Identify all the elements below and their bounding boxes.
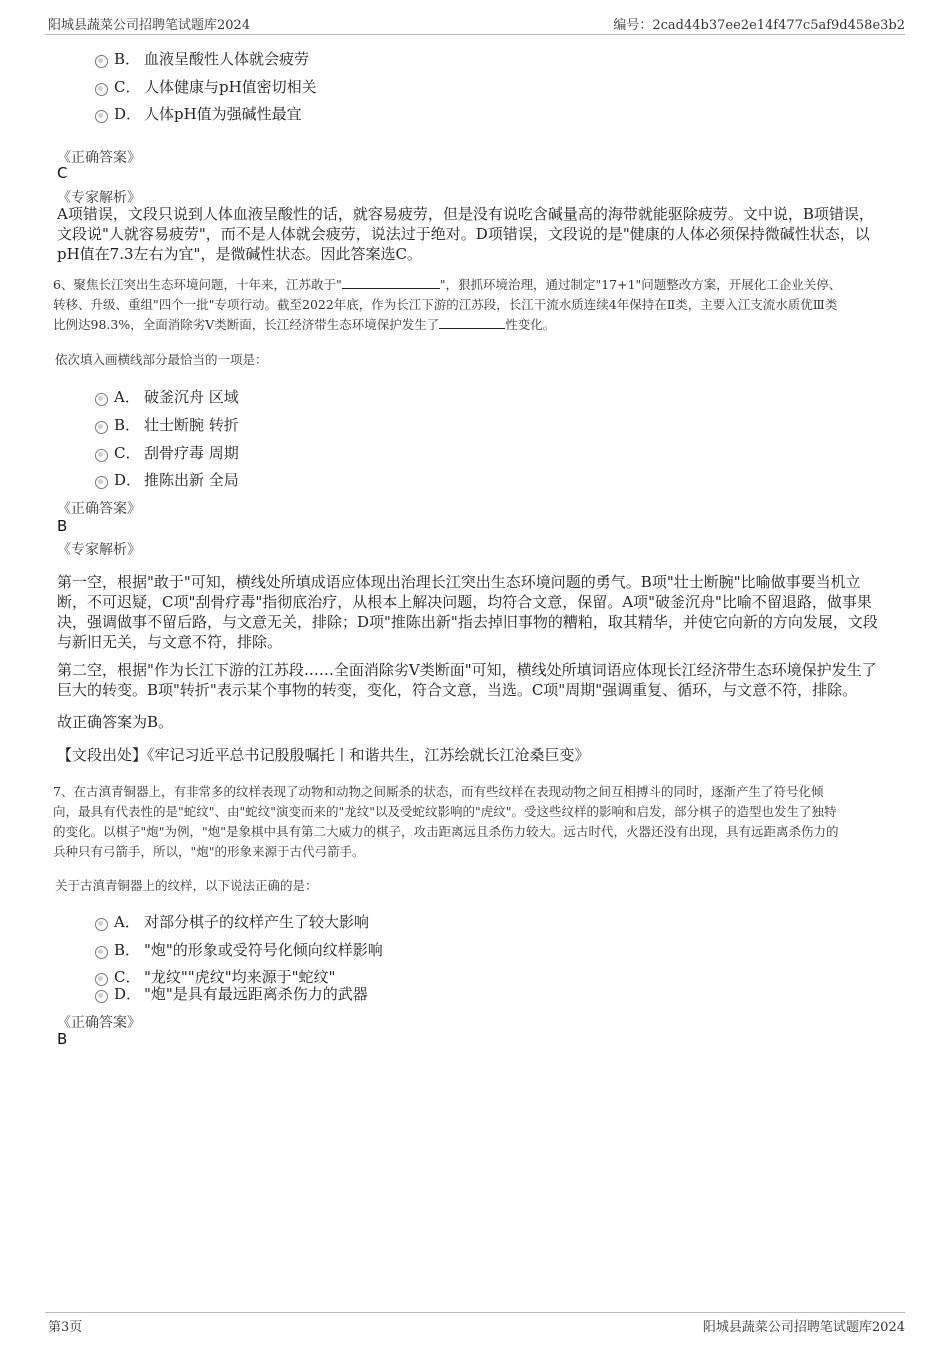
radio-icon[interactable] (95, 110, 108, 123)
radio-icon[interactable] (95, 946, 108, 959)
q5-answer-label: 《正确答案》 (57, 150, 141, 166)
radio-icon[interactable] (95, 421, 108, 434)
q5-option-c[interactable]: C． 人体健康与pH值密切相关 (95, 76, 317, 96)
q6-prompt: 依次填入画横线部分最恰当的一项是： (55, 352, 268, 367)
q7-prompt: 关于古滇青铜器上的纹样，以下说法正确的是： (55, 878, 318, 893)
fill-blank-2 (439, 316, 505, 329)
q7-option-b[interactable]: B． "炮"的形象或受符号化倾向纹样影响 (95, 939, 383, 959)
q7-option-a[interactable]: A． 对部分棋子的纹样产生了较大影响 (95, 911, 369, 931)
footer-title: 阳城县蔬菜公司招聘笔试题库2024 (702, 1320, 905, 1335)
page-header (45, 14, 905, 35)
page-footer (45, 1312, 905, 1333)
radio-icon[interactable] (95, 83, 108, 96)
q5-analysis: A项错误，文段只说到人体血液呈酸性的话，就容易疲劳，但是没有说吃含碱量高的海带就能驱除疲劳。文中说，B项错误， 文段说"人就容易疲劳"，而不是人体就会疲劳，说法过于绝对。D项错误，文段说的是"健康的人体必须保持微碱性状态，以 pH值在7.3左右为宜"，是微碱性状态。因此答案选C。 (57, 205, 874, 263)
radio-icon[interactable] (95, 476, 108, 489)
q6-analysis-para-2: 第二空，根据"作为长江下游的江苏段……全面消除劣V类断面"可知，横线处所填词语应体现长江经济带生态环境保护发生了 巨大的转变。B项"转折"表示某个事物的转变，变化，符合文意，当选。C项"周期"强调重复、循环，与文意不符，排除。 (57, 661, 877, 699)
radio-icon[interactable] (95, 55, 108, 68)
radio-icon[interactable] (95, 393, 108, 406)
radio-icon[interactable] (95, 990, 108, 1003)
q7-option-d[interactable]: D． "炮"是具有最远距离杀伤力的武器 (95, 983, 368, 1003)
radio-icon[interactable] (95, 918, 108, 931)
q6-stem: 6、聚焦长江突出生态环境问题，十年来，江苏敢于" "，狠抓环境治理，通过制定"17+1"问题整改方案，开展化工企业关停、 转移、升级、重组"四个一批"专项行动。截至2022年底，作为长江下游的江苏段，长江干流水质连续4年保持在Ⅱ类，主要入江支流水质优Ⅲ类 比例达98.3%，全面消除劣V类断面，长江经济带生态环境保护发生了 性变化。 (53, 277, 842, 332)
q6-analysis-para-1: 第一空，根据"敢于"可知，横线处所填成语应体现出治理长江突出生态环境问题的勇气。B项"壮士断腕"比喻做事要当机立 断，不可迟疑，C项"刮骨疗毒"指彻底治疗，从根本上解决问题，均符合文意，保留。A项"破釜沉舟"比喻不留退路，做事果 决，强调做事不留后路，与文意无关，排除；D项"推陈出新"指去掉旧事物的糟粕，取其精华，并使它向新的方向发展，文段 与新旧无关，与文意不符，排除。 (57, 573, 878, 651)
q6-source: 【文段出处】《牢记习近平总书记殷殷嘱托丨和谐共生，江苏绘就长江沧桑巨变》 (57, 746, 590, 764)
q6-answer: B (57, 517, 68, 535)
q5-option-d[interactable]: D． 人体pH值为强碱性最宜 (95, 103, 302, 123)
page-number: 第3页 (48, 1320, 83, 1335)
header-title: 阳城县蔬菜公司招聘笔试题库2024 (48, 18, 251, 33)
fill-blank-1 (342, 276, 440, 289)
q6-option-b[interactable]: B． 壮士断腕 转折 (95, 414, 239, 434)
q7-answer-label: 《正确答案》 (57, 1015, 141, 1031)
q7-answer: B (57, 1030, 68, 1048)
q7-option-c[interactable]: C． "龙纹""虎纹"均来源于"蛇纹" (95, 966, 335, 986)
q7-stem: 7、在古滇青铜器上，有非常多的纹样表现了动物和动物之间厮杀的状态，而有些纹样在表现动物之间互相搏斗的同时，逐渐产生了符号化倾 向，最具有代表性的是"蛇纹"、由"蛇纹"演变而来的"龙纹"以及受蛇纹影响的"虎纹"。受这些纹样的影响和启发，部分棋子的造型也发生了独特 的变化。以棋子"炮"为例，"炮"是象棋中具有第二大威力的棋子，攻击距离远且杀伤力较大。远古时代，火器还没有出现，具有远距离杀伤力的 兵种只有弓箭手，所以，"炮"的形象来源于古代弓箭手。 (53, 784, 839, 859)
q5-analysis-label: 《专家解析》 (57, 190, 141, 206)
q6-option-d[interactable]: D． 推陈出新 全局 (95, 469, 239, 489)
q6-option-a[interactable]: A． 破釜沉舟 区域 (95, 386, 239, 406)
q6-conclusion: 故正确答案为B。 (57, 713, 174, 731)
document-id: 编号：2cad44b37ee2e14f477c5af9d458e3b2 (613, 18, 905, 33)
q6-option-c[interactable]: C． 刮骨疗毒 周期 (95, 442, 239, 462)
q6-analysis-label: 《专家解析》 (57, 542, 141, 558)
q5-option-b[interactable]: B． 血液呈酸性人体就会疲劳 (95, 48, 309, 68)
radio-icon[interactable] (95, 449, 108, 462)
q5-answer: C (57, 164, 68, 182)
q6-answer-label: 《正确答案》 (57, 501, 141, 517)
